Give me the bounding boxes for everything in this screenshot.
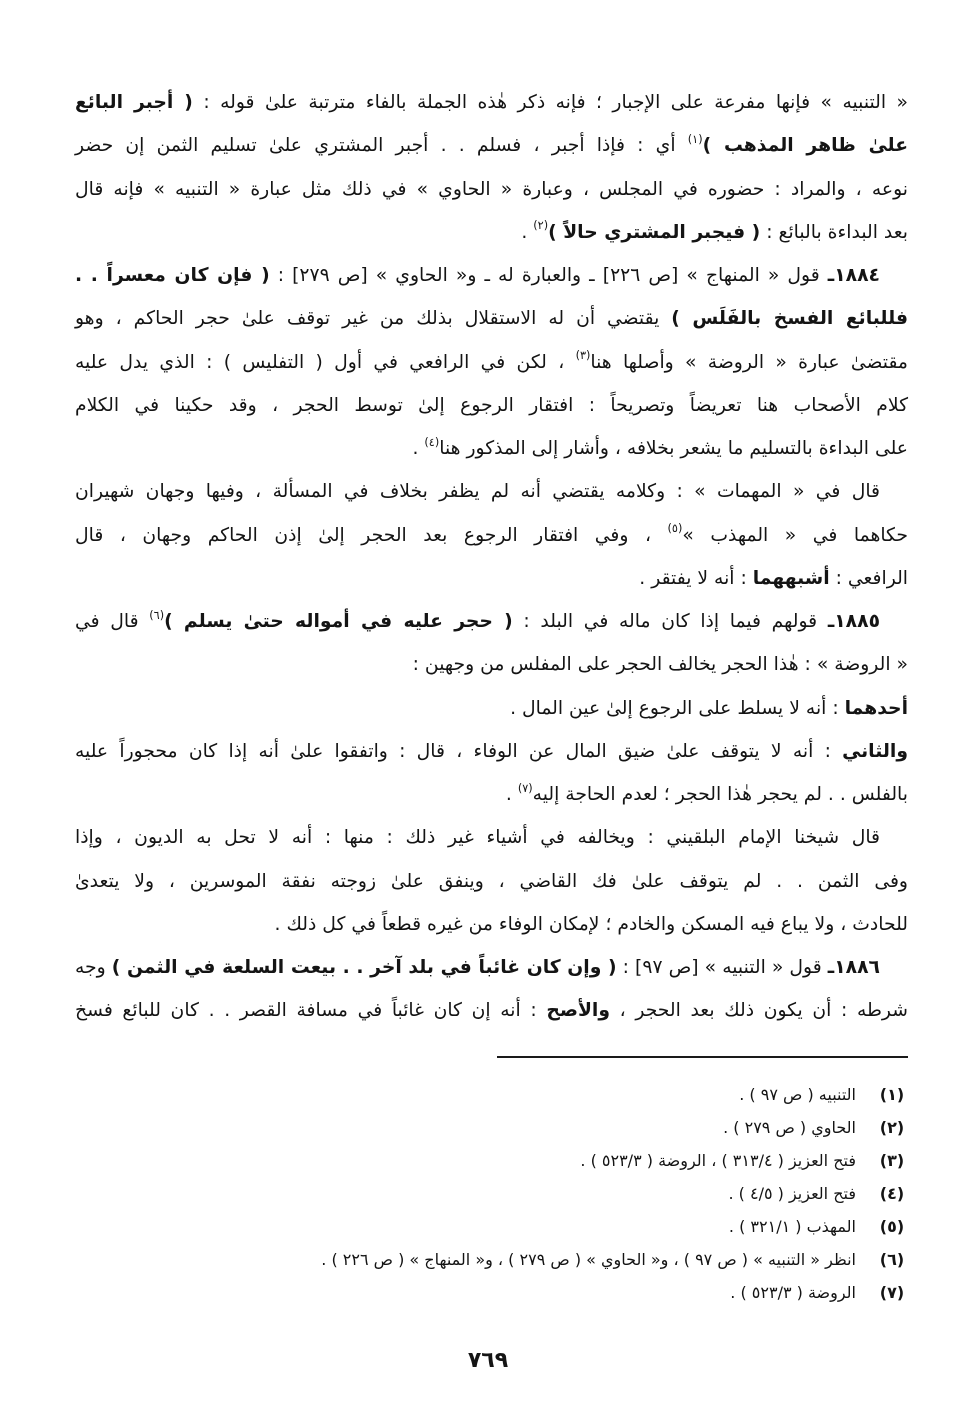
text-run: قول « التنبيه » [ص ٩٧] : xyxy=(616,957,828,978)
footnote-text: التنبيه ( ص ٩٧ ) . xyxy=(739,1085,856,1104)
quoted-text: ( فيجبر المشتري حالاً ) xyxy=(548,221,761,243)
text-run: حكاهما في « المهذب » xyxy=(682,524,908,546)
text-run: على البداءة بالتسليم ما يشعر بخلافه ، وأشار إلى المذكور هنا xyxy=(439,438,908,459)
footnote-number: (٥) xyxy=(879,1217,905,1236)
emphasis-text: أشبههما xyxy=(752,567,830,589)
text-line xyxy=(75,211,908,254)
text-run: يقتضي أن له الاستقلال بذلك من غير توقف علىٰ حجر الحاكم ، وهو xyxy=(75,308,672,330)
footnote-separator xyxy=(497,1056,908,1058)
quoted-text: ( وإن كان غائباً في بلد آخر . . بيعت السلعة في الثمن ) xyxy=(111,957,617,978)
paragraph xyxy=(75,600,908,687)
quoted-text: ( حجر عليه في أمواله حتىٰ يسلم ) xyxy=(164,611,513,632)
footnote-number: (٦) xyxy=(879,1250,905,1269)
paragraph xyxy=(75,816,908,946)
footnote-ref: (٧) xyxy=(517,781,533,795)
text-line xyxy=(75,903,908,946)
quoted-text: علىٰ ظاهر المذهب ) xyxy=(702,135,909,157)
text-line xyxy=(75,254,908,297)
text-line xyxy=(75,168,908,211)
text-line xyxy=(75,384,908,427)
text-run: أي : فإذا أجبر ، فسلم . . أجبر المشتري علىٰ تسليم الثمن إن حضر xyxy=(75,135,688,157)
text-run: كلام الأصحاب هنا تعريضاً وتصريحاً : افتقار الرجوع إلىٰ توسط الحجر ، وقد حكينا في الكلام xyxy=(75,394,908,416)
text-line xyxy=(75,600,908,643)
text-run: بعد البداءة بالبائع : xyxy=(760,221,908,243)
text-line xyxy=(75,297,908,340)
text-run: الرافعي : xyxy=(829,567,908,589)
emphasis-text: والأصح xyxy=(546,1000,611,1022)
footnote-ref: (٢) xyxy=(533,219,549,233)
page-number: ٧٦٩ xyxy=(467,1348,509,1373)
text-run: شرطه : أن يكون ذلك بعد الحجر ، xyxy=(610,1000,908,1022)
paragraph xyxy=(75,254,908,470)
paragraph xyxy=(75,687,908,730)
text-run: ، وفي افتقار الرجوع بعد الحجر إلىٰ إذن الحاكم وجهان ، قال xyxy=(75,524,668,546)
footnotes xyxy=(66,1078,906,1309)
footnote xyxy=(66,1177,906,1210)
footnote-text: الروضة ( ٥٢٣/٣ ) . xyxy=(730,1283,856,1302)
text-run: وفى الثمن . . لم يتوقف علىٰ فك القاضي ، وينفق علىٰ زوجته نفقة الموسرين ، ولا يتعدىٰ xyxy=(75,870,908,892)
text-line xyxy=(75,470,908,513)
text-line xyxy=(75,81,908,124)
text-line xyxy=(75,816,908,859)
entry-number: ١٨٨٦ـ xyxy=(827,957,880,978)
footnote-number: (٧) xyxy=(879,1283,905,1302)
text-line xyxy=(75,946,908,989)
footnote-ref: (١) xyxy=(687,132,703,146)
text-line xyxy=(75,989,908,1032)
text-run: مقتضىٰ عبارة « الروضة » وأصلها هنا xyxy=(590,351,908,373)
text-run: . xyxy=(412,438,425,459)
footnote-number: (٤) xyxy=(879,1184,905,1203)
text-run: ، لكن في الرافعي في أول ( التفليس ) : الذي يدل عليه xyxy=(75,351,576,373)
entry-number: ١٨٨٤ـ xyxy=(827,265,880,286)
text-run: بالفلس . . لم يحجر هٰذا الحجر ؛ لعدم الحاجة إليه xyxy=(532,784,908,805)
paragraph xyxy=(75,81,908,254)
text-run: « التنبيه » فإنها مفرعة على الإجبار ؛ فإنه ذكر هٰذه الجملة بالفاء مترتبة علىٰ قوله : xyxy=(192,92,908,113)
text-line xyxy=(75,427,908,470)
text-line xyxy=(75,687,908,730)
text-run: : أنه لا يتوقف علىٰ ضيق المال عن الوفاء ، قال : واتفقوا علىٰ أنه إذا كان محجوراً عليه xyxy=(75,740,843,762)
text-run: « الروضة » : هٰذا الحجر يخالف الحجر على المفلس من وجهين : xyxy=(412,654,908,676)
footnote xyxy=(66,1111,906,1144)
paragraph xyxy=(75,470,908,600)
text-line xyxy=(75,341,908,384)
text-run: وجه xyxy=(75,957,112,978)
main-text xyxy=(75,81,908,1033)
text-line xyxy=(75,557,908,600)
text-run: قال شيخنا الإمام البلقيني : ويخالفه في أشياء غير ذلك : منها : أنه لا تحل به الديون ، وإذا xyxy=(75,827,880,849)
footnote-text: فتح العزيز ( ٣١٣/٤ ) ، الروضة ( ٥٢٣/٣ ) . xyxy=(580,1151,856,1170)
footnote-text: انظر « التنبيه » ( ص ٩٧ ) ، و« الحاوي » ( ص ٢٧٩ ) ، و« المنهاج » ( ص ٢٢٦ ) . xyxy=(321,1250,856,1269)
footnote-ref: (٦) xyxy=(149,608,165,622)
text-run: للحادث ، ولا يباع فيه المسكن والخادم ؛ لإمكان الوفاء من غيره قطعاً في كل ذلك . xyxy=(274,913,908,935)
text-run: : أنه لا يفتقر . xyxy=(639,567,753,589)
text-run: نوعه ، والمراد : حضوره في المجلس ، وعبارة « الحاوي » في ذلك مثل عبارة « التنبيه » فإنه قال xyxy=(75,178,908,200)
text-line xyxy=(75,643,908,686)
text-run: . xyxy=(521,221,534,243)
text-run: قال في xyxy=(75,611,150,632)
text-line xyxy=(75,860,908,903)
text-line xyxy=(75,514,908,557)
entry-number: ١٨٨٥ـ xyxy=(827,611,881,632)
text-run: قال في « المهمات » : وكلامه يقتضي أنه لم يظفر بخلاف في المسألة ، وفيها وجهان شهيران xyxy=(75,481,880,503)
text-line xyxy=(75,730,908,773)
footnote-ref: (٥) xyxy=(667,522,683,536)
emphasis-text: أحدهما xyxy=(844,697,908,719)
footnote-text: المهذب ( ٣٢١/١ ) . xyxy=(728,1217,856,1236)
text-run: قول « المنهاج » [ص ٢٢٦] ـ والعبارة له ـ و« الحاوي » [ص ٢٧٩] : xyxy=(269,265,828,286)
text-run: . xyxy=(505,784,518,805)
footnote-number: (٣) xyxy=(879,1151,905,1170)
footnote-text: الحاوي ( ص ٢٧٩ ) . xyxy=(723,1118,856,1137)
footnote-number: (٢) xyxy=(879,1118,905,1137)
footnote xyxy=(66,1078,906,1111)
quoted-text: ( فإن كان معسراً . . xyxy=(75,265,270,286)
footnote-ref: (٣) xyxy=(575,349,591,363)
footnote xyxy=(66,1210,906,1243)
text-run: قولهم فيما إذا كان ماله في البلد : xyxy=(512,611,828,632)
paragraph xyxy=(75,730,908,817)
text-run: : أنه إن كان غائباً في مسافة القصر . . كان للبائع فسخ xyxy=(75,1000,547,1022)
text-line xyxy=(75,773,908,816)
footnote-ref: (٤) xyxy=(424,435,440,449)
footnote xyxy=(66,1243,906,1276)
quoted-text: ( أجبر البائع xyxy=(75,92,193,113)
footnote xyxy=(66,1276,906,1309)
text-line xyxy=(75,124,908,167)
footnote-text: فتح العزيز ( ٤/٥ ) . xyxy=(728,1184,856,1203)
text-run: : أنه لا يسلط على الرجوع إلىٰ عين المال . xyxy=(510,697,845,719)
quoted-text: فللبائع الفسخ بالفَلَس ) xyxy=(671,308,908,330)
footnote xyxy=(66,1144,906,1177)
footnote-number: (١) xyxy=(879,1085,905,1104)
paragraph xyxy=(75,946,908,1033)
emphasis-text: والثاني xyxy=(842,740,908,762)
